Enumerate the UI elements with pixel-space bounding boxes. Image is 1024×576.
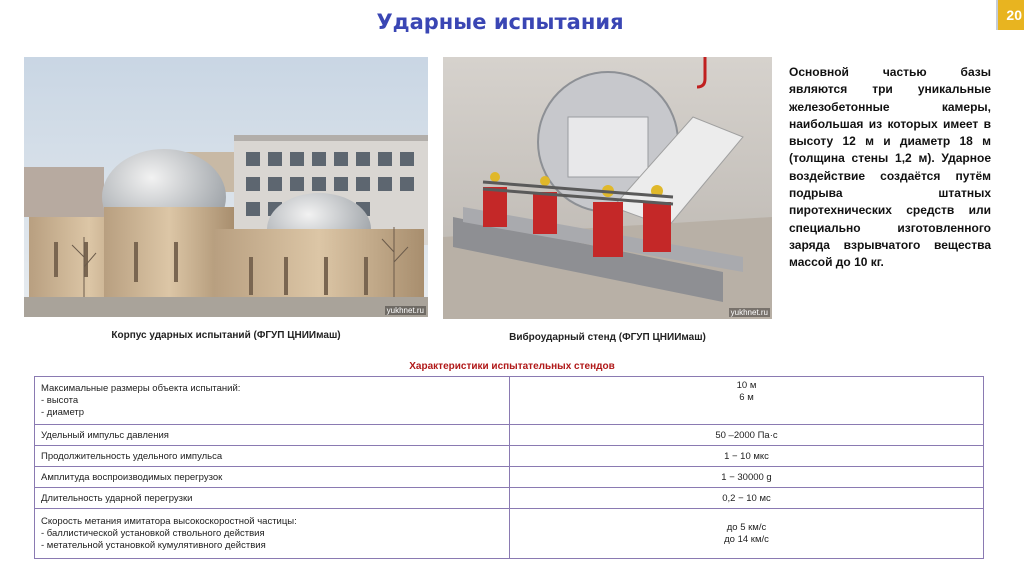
param-text: Удельный импульс давления: [41, 429, 169, 441]
value-cell: [510, 509, 984, 559]
value-text: 0,2 − 10 мс: [722, 492, 771, 504]
building-photo: [24, 57, 428, 317]
page-title: Ударные испытания: [376, 10, 624, 34]
param-text: Длительность ударной перегрузки: [41, 492, 193, 504]
param-cell: [35, 377, 510, 425]
table-row: [35, 446, 984, 467]
value-cell: [510, 488, 984, 509]
param-text: Амплитуда воспроизводимых перегрузок: [41, 471, 223, 483]
vibration-stand-caption: Виброударный стенд (ФГУП ЦНИИмаш): [509, 332, 706, 343]
value-text: 50 –2000 Па·с: [715, 429, 778, 441]
table-row: [35, 509, 984, 559]
value-text: до 5 км/с: [726, 521, 767, 533]
value-text: 1 − 10 мкс: [724, 450, 769, 462]
table-row: [35, 377, 984, 425]
param-text: Продолжительность удельного импульса: [41, 450, 223, 462]
param-text: - высота: [41, 394, 79, 406]
table-row: [35, 467, 984, 488]
param-text: - диаметр: [41, 406, 85, 418]
param-text: Скорость метания имитатора высокоскоростной частицы:: [41, 515, 297, 527]
param-cell: [35, 467, 510, 488]
value-text: до 14 км/с: [724, 533, 769, 545]
photo-watermark: yukhnet.ru: [730, 308, 768, 317]
param-cell: [35, 446, 510, 467]
value-cell: [510, 467, 984, 488]
table-row: [35, 425, 984, 446]
value-text: 10 м: [736, 380, 757, 391]
value-cell: [510, 425, 984, 446]
param-cell: [35, 509, 510, 559]
param-cell: [35, 488, 510, 509]
table-title: Характеристики испытательных стендов: [409, 361, 615, 372]
param-text: - метательной установкой кумулятивного действия: [41, 539, 266, 551]
page-number: 20: [996, 0, 1024, 30]
description-text: Основной частью базы являются три уникальные железобетонные камеры, наибольшая из которых имеет в высоту 12 м и диаметр 18 м (толщина стены 1,2 м). Ударное воздействие создаётся путём подрыва штатных пиротехнических средств или специально изготовленного заряда взрывчатого вещества массой до 10 кг.: [789, 65, 991, 270]
value-text: 6 м: [739, 392, 754, 403]
building-photo-caption: Корпус ударных испытаний (ФГУП ЦНИИмаш): [111, 330, 341, 341]
value-cell: [510, 446, 984, 467]
vibration-stand-photo: [443, 57, 772, 319]
param-cell: [35, 425, 510, 446]
param-text: - баллистической установкой ствольного действия: [41, 527, 265, 539]
specs-table: [34, 376, 984, 559]
photo-watermark: yukhnet.ru: [386, 306, 424, 315]
value-cell: [510, 377, 984, 425]
value-text: 1 − 30000 g: [721, 471, 772, 483]
table-row: [35, 488, 984, 509]
param-text: Максимальные размеры объекта испытаний:: [41, 382, 241, 394]
